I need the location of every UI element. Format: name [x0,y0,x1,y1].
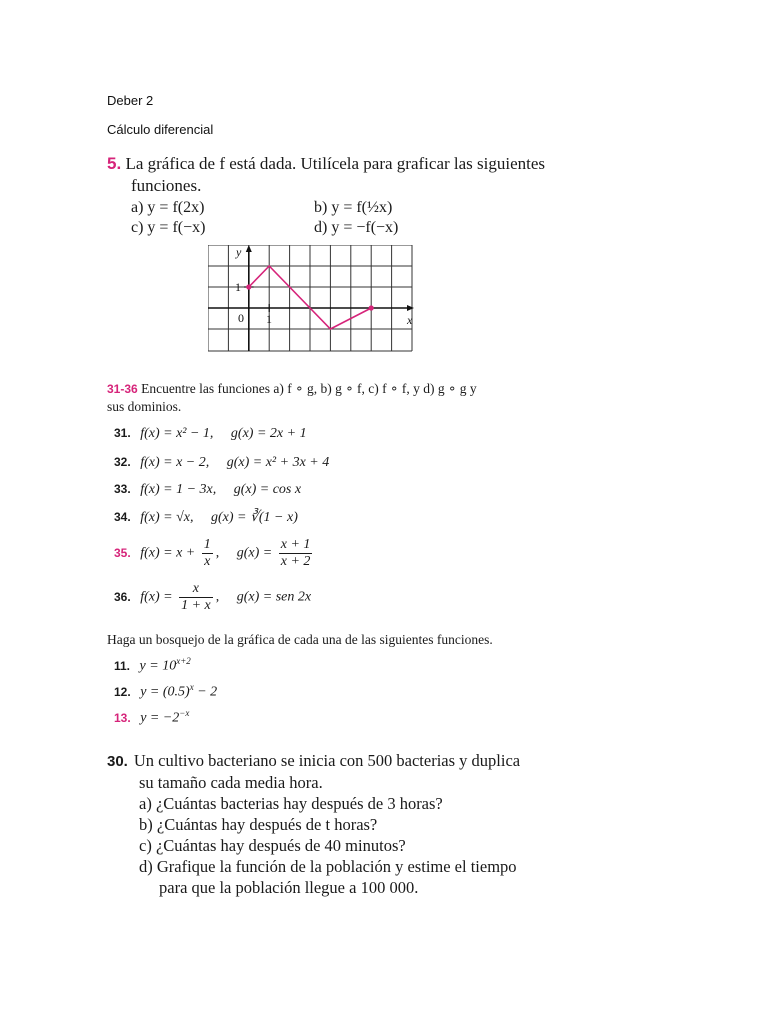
section-text-line2: sus dominios. [107,399,182,414]
sketch-heading: Haga un bosquejo de la gráfica de cada una de las siguientes funciones. [107,632,493,647]
exercise-34 [114,509,298,526]
equation: y = −2 [140,710,180,726]
function-graph [208,245,414,358]
exercise-number: 36. [114,589,131,604]
exponent: −x [179,708,190,718]
exercise-11 [114,656,191,675]
exercise-number: 11. [114,658,131,673]
denominator: x [202,553,213,570]
fraction [179,581,213,614]
numerator: x [192,581,199,596]
function-g: g(x) = cos x [233,482,302,497]
question-d: d) Grafique la función de la población y estime el tiempo [139,857,517,876]
function-f: f(x) = √x, [140,510,194,525]
problem-5-statement [107,153,627,197]
question-a: a) ¿Cuántas bacterias hay después de 3 horas? [139,794,443,813]
exercise-number: 34. [114,510,131,524]
exercise-35: 35. f(x) = x + $\frac{1}{x}$ , g(x) = $\frac{x + 1}{x + 2}$ [114,537,311,569]
function-f: f(x) = [140,589,173,605]
option-d: d) y = −f(−x) [314,219,399,236]
exercise-13 [114,708,189,727]
section-range: 31-36 [107,382,138,396]
numerator: x + 1 [280,537,311,552]
numerator: 1 [203,537,211,552]
option-a: a) y = f(2x) [131,199,205,216]
section-31-36-statement [107,380,627,416]
function-f: f(x) = 1 − 3x, [140,482,217,497]
exponent: x+2 [176,656,191,666]
question-d-continued: para que la población llegue a 100 000. [159,878,419,897]
origin-label: 0 [238,311,244,325]
function-g: g(x) = ∛(1 − x) [210,510,298,525]
question-c: c) ¿Cuántas hay después de 40 minutos? [139,836,406,855]
function-g: g(x) = sen 2x [236,589,312,605]
exercise-number: 31. [114,426,131,440]
problem-number: 30. [107,753,128,770]
function-f: f(x) = x − 2, [140,455,210,470]
function-f: f(x) = x + [140,545,196,561]
exercise-36: 36. f(x) = $\frac{x}{1 + x}$ , g(x) = sen 2x [114,581,312,613]
problem-text-line2: su tamaño cada media hora. [139,773,323,792]
function-g: g(x) = [236,545,273,561]
problem-text-line1: Un cultivo bacteriano se inicia con 500 bacterias y duplica [133,751,521,770]
fraction [279,537,313,570]
equation: y = (0.5) [140,684,190,700]
option-b: b) y = f(½x) [314,199,393,216]
function-g: g(x) = 2x + 1 [230,426,307,441]
problem-text-line2: funciones. [131,176,202,195]
y-one-label: 1 [235,280,241,294]
section-text-line1: Encuentre las funciones a) f ∘ g, b) g ∘ f, c) f ∘ f, y d) g ∘ g y [141,381,477,396]
fraction [202,537,213,570]
exercise-number: 12. [114,684,131,699]
exercise-32 [114,455,329,471]
exercise-31 [114,426,307,442]
function-f: f(x) = x² − 1, [140,426,214,441]
problem-30 [107,750,647,898]
problem-number: 5. [107,154,122,173]
exponent: x [189,682,194,692]
graph-svg [208,245,414,353]
document-subtitle: Cálculo diferencial [107,122,214,137]
option-c: c) y = f(−x) [131,219,206,236]
function-g: g(x) = x² + 3x + 4 [226,455,330,470]
exercise-number: 32. [114,455,131,469]
exercise-number: 13. [114,710,131,725]
exercise-number: 35. [114,545,131,560]
denominator: 1 + x [181,598,211,613]
document-title: Deber 2 [107,93,154,108]
y-arrow-icon [246,245,252,252]
exercise-12 [114,682,217,701]
problem-text-line1: La gráfica de f está dada. Utilícela para graficar las siguientes [125,154,546,173]
x-one-label: 1 [266,312,272,326]
x-arrow-icon [407,305,414,311]
end-point [369,305,374,310]
question-b: b) ¿Cuántas hay después de t horas? [139,815,378,834]
equation: y = 10 [139,658,177,674]
start-point [246,284,251,289]
exercise-33 [114,482,301,498]
exercise-number: 33. [114,482,131,496]
y-axis-label: y [236,245,242,259]
denominator: x + 2 [280,554,311,569]
equation-tail: − 2 [193,684,218,700]
x-axis-label: x [407,313,413,327]
